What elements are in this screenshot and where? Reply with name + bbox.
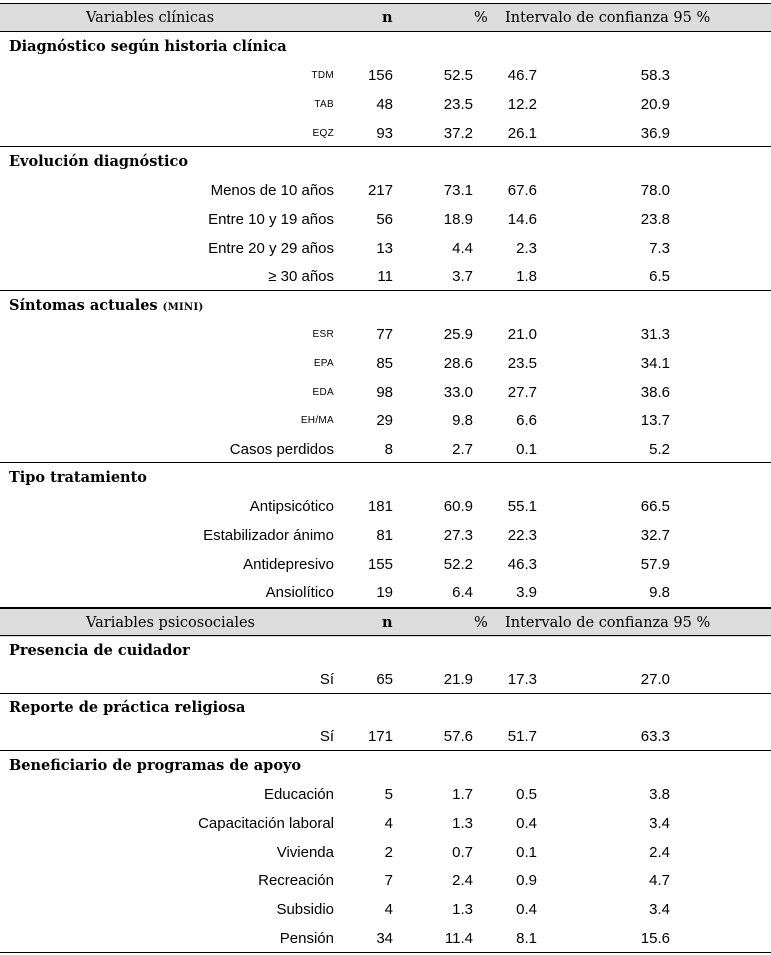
row-percent: 23.5	[443, 96, 473, 113]
row-n: 34	[376, 930, 393, 947]
header-variable-label: Variables clínicas	[86, 10, 215, 26]
row-label: Antidepresivo	[243, 556, 334, 573]
row-n: 7	[384, 872, 393, 889]
row-label: ≥ 30 años	[268, 268, 334, 285]
row-n: 155	[367, 556, 393, 573]
row-label: Entre 10 y 19 años	[208, 211, 334, 228]
row-ci-upper: 78.0	[640, 182, 670, 199]
table-row	[0, 120, 771, 148]
table-row	[0, 91, 771, 119]
row-ci-lower: 27.7	[507, 384, 537, 401]
row-percent: 0.7	[452, 844, 473, 861]
row-percent: 9.8	[452, 412, 473, 429]
row-label: Antipsicótico	[249, 498, 334, 515]
row-ci-upper: 3.4	[649, 901, 670, 918]
table-row	[0, 925, 771, 953]
row-label: Estabilizador ánimo	[203, 527, 334, 544]
row-n: 19	[376, 584, 393, 601]
header-ci-label: Intervalo de confianza 95 %	[505, 615, 711, 631]
row-percent: 37.2	[443, 125, 473, 142]
row-ci-lower: 51.7	[507, 728, 537, 745]
row-n: 77	[376, 326, 393, 343]
row-ci-lower: 0.1	[516, 441, 537, 458]
row-percent: 57.6	[443, 728, 473, 745]
row-ci-upper: 2.4	[649, 844, 670, 861]
row-percent: 18.9	[443, 211, 473, 228]
row-label: EDA	[312, 387, 334, 398]
row-percent: 25.9	[443, 326, 473, 343]
row-label: Pensión	[279, 930, 334, 947]
table-row	[0, 579, 771, 607]
row-percent: 60.9	[443, 498, 473, 515]
row-ci-lower: 6.6	[516, 412, 537, 429]
section-title: Evolución diagnóstico	[9, 153, 189, 170]
row-ci-upper: 57.9	[640, 556, 670, 573]
row-percent: 4.4	[452, 240, 473, 257]
row-ci-lower: 46.7	[507, 67, 537, 84]
row-ci-lower: 1.8	[516, 268, 537, 285]
row-percent: 11.4	[444, 930, 473, 947]
table-row	[0, 522, 771, 550]
row-ci-lower: 2.3	[516, 240, 537, 257]
row-ci-upper: 34.1	[640, 355, 670, 372]
row-label: EQZ	[312, 128, 334, 139]
row-n: 48	[376, 96, 393, 113]
section-title: Presencia de cuidador	[9, 642, 190, 659]
row-ci-lower: 17.3	[507, 671, 537, 688]
row-ci-upper: 3.8	[649, 786, 670, 803]
row-n: 4	[384, 901, 393, 918]
table-row	[0, 810, 771, 838]
section-title-row	[0, 637, 771, 665]
row-percent: 3.7	[452, 268, 473, 285]
table-divider	[0, 693, 771, 694]
section-title-row	[0, 148, 771, 176]
section-title: Tipo tratamiento	[9, 469, 147, 486]
header-percent-label: %	[474, 10, 488, 26]
row-n: 29	[376, 412, 393, 429]
header-variable-label: Variables psicosociales	[86, 615, 255, 631]
row-percent: 2.4	[452, 872, 473, 889]
table-row	[0, 263, 771, 291]
table-divider	[0, 750, 771, 751]
row-n: 11	[377, 268, 393, 285]
row-ci-lower: 3.9	[516, 584, 537, 601]
section-title-row	[0, 292, 771, 320]
row-ci-upper: 4.7	[649, 872, 670, 889]
row-ci-upper: 5.2	[649, 441, 670, 458]
section-title: Reporte de práctica religiosa	[9, 699, 246, 716]
table-divider	[0, 146, 771, 147]
table-row	[0, 839, 771, 867]
row-percent: 21.9	[443, 671, 473, 688]
row-ci-lower: 14.6	[507, 211, 537, 228]
row-ci-upper: 6.5	[649, 268, 670, 285]
clinical-variables-header	[0, 3, 771, 32]
row-percent: 2.7	[452, 441, 473, 458]
row-ci-lower: 46.3	[507, 556, 537, 573]
row-ci-upper: 23.8	[640, 211, 670, 228]
row-label: Vivienda	[276, 844, 334, 861]
table-divider	[0, 635, 771, 636]
row-label: Sí	[319, 728, 334, 745]
row-label: Menos de 10 años	[210, 182, 334, 199]
row-label: ESR	[312, 329, 334, 340]
row-ci-upper: 20.9	[640, 96, 670, 113]
row-percent: 1.3	[452, 901, 473, 918]
row-ci-lower: 67.6	[507, 182, 537, 199]
psychosocial-variables-header	[0, 608, 771, 637]
row-label: EH/MA	[300, 415, 334, 426]
row-n: 2	[384, 844, 393, 861]
table-divider	[0, 31, 771, 32]
section-title-note: (MINI)	[162, 302, 204, 313]
table-row	[0, 321, 771, 349]
table-row	[0, 436, 771, 464]
row-ci-lower: 0.1	[516, 844, 537, 861]
row-ci-upper: 36.9	[640, 125, 670, 142]
row-label: Educación	[263, 786, 334, 803]
row-percent: 28.6	[443, 355, 473, 372]
section-title-row	[0, 752, 771, 780]
row-n: 217	[367, 182, 393, 199]
table-row	[0, 379, 771, 407]
row-ci-lower: 0.4	[516, 815, 537, 832]
row-n: 81	[376, 527, 393, 544]
row-label: Subsidio	[276, 901, 334, 918]
row-ci-upper: 66.5	[640, 498, 670, 515]
row-ci-upper: 63.3	[640, 728, 670, 745]
table-row	[0, 666, 771, 694]
table-row	[0, 350, 771, 378]
row-label: Recreación	[258, 872, 334, 889]
row-n: 56	[376, 211, 393, 228]
row-ci-upper: 27.0	[640, 671, 670, 688]
row-n: 181	[367, 498, 393, 515]
header-n-label: n	[382, 614, 393, 631]
section-title-row	[0, 694, 771, 722]
table-divider	[0, 290, 771, 291]
row-ci-lower: 0.5	[516, 786, 537, 803]
row-percent: 52.2	[443, 556, 473, 573]
row-label: EPA	[313, 358, 334, 369]
row-n: 156	[367, 67, 393, 84]
row-label: TDM	[311, 70, 334, 81]
row-label: TAB	[314, 99, 334, 110]
row-percent: 52.5	[443, 67, 473, 84]
row-ci-upper: 3.4	[649, 815, 670, 832]
table-row	[0, 407, 771, 435]
row-n: 171	[367, 728, 393, 745]
section-title: Síntomas actuales (MINI)	[9, 297, 204, 314]
table-divider	[0, 3, 771, 4]
row-ci-lower: 0.4	[516, 901, 537, 918]
row-label: Sí	[319, 671, 334, 688]
row-n: 93	[376, 125, 393, 142]
table-row	[0, 493, 771, 521]
row-label: Casos perdidos	[229, 441, 334, 458]
row-ci-upper: 7.3	[649, 240, 670, 257]
table-row	[0, 723, 771, 751]
row-ci-lower: 22.3	[507, 527, 537, 544]
row-percent: 1.3	[452, 815, 473, 832]
table-divider	[0, 462, 771, 463]
table-row	[0, 781, 771, 809]
row-percent: 73.1	[443, 182, 473, 199]
row-ci-upper: 13.7	[640, 412, 670, 429]
row-percent: 27.3	[443, 527, 473, 544]
table-divider	[0, 607, 771, 608]
row-ci-lower: 8.1	[516, 930, 537, 947]
section-title: Beneficiario de programas de apoyo	[9, 757, 302, 774]
row-ci-lower: 12.2	[507, 96, 537, 113]
row-ci-upper: 58.3	[640, 67, 670, 84]
table-divider	[0, 952, 771, 953]
row-n: 8	[384, 441, 393, 458]
row-percent: 6.4	[452, 584, 473, 601]
table-row	[0, 235, 771, 263]
row-ci-lower: 55.1	[507, 498, 537, 515]
row-ci-upper: 31.3	[640, 326, 670, 343]
row-n: 98	[376, 384, 393, 401]
table-row	[0, 896, 771, 924]
table-row	[0, 551, 771, 579]
row-ci-lower: 26.1	[507, 125, 537, 142]
row-label: Ansiolítico	[265, 584, 334, 601]
row-ci-lower: 21.0	[507, 326, 537, 343]
row-ci-lower: 23.5	[507, 355, 537, 372]
row-n: 65	[376, 671, 393, 688]
row-label: Capacitación laboral	[198, 815, 334, 832]
row-n: 4	[384, 815, 393, 832]
row-percent: 33.0	[443, 384, 473, 401]
row-n: 85	[376, 355, 393, 372]
row-ci-upper: 38.6	[640, 384, 670, 401]
row-percent: 1.7	[452, 786, 473, 803]
row-label: Entre 20 y 29 años	[208, 240, 334, 257]
row-ci-upper: 15.6	[640, 930, 670, 947]
section-title: Diagnóstico según historia clínica	[9, 38, 287, 55]
table-row	[0, 206, 771, 234]
table-row	[0, 867, 771, 895]
header-n-label: n	[382, 9, 393, 26]
section-title-row	[0, 33, 771, 61]
header-ci-label: Intervalo de confianza 95 %	[505, 10, 711, 26]
row-ci-upper: 9.8	[649, 584, 670, 601]
row-n: 5	[384, 786, 393, 803]
table-row	[0, 177, 771, 205]
row-ci-lower: 0.9	[516, 872, 537, 889]
table-row	[0, 62, 771, 90]
row-n: 13	[376, 240, 393, 257]
row-ci-upper: 32.7	[640, 527, 670, 544]
section-title-row	[0, 464, 771, 492]
header-percent-label: %	[474, 615, 488, 631]
